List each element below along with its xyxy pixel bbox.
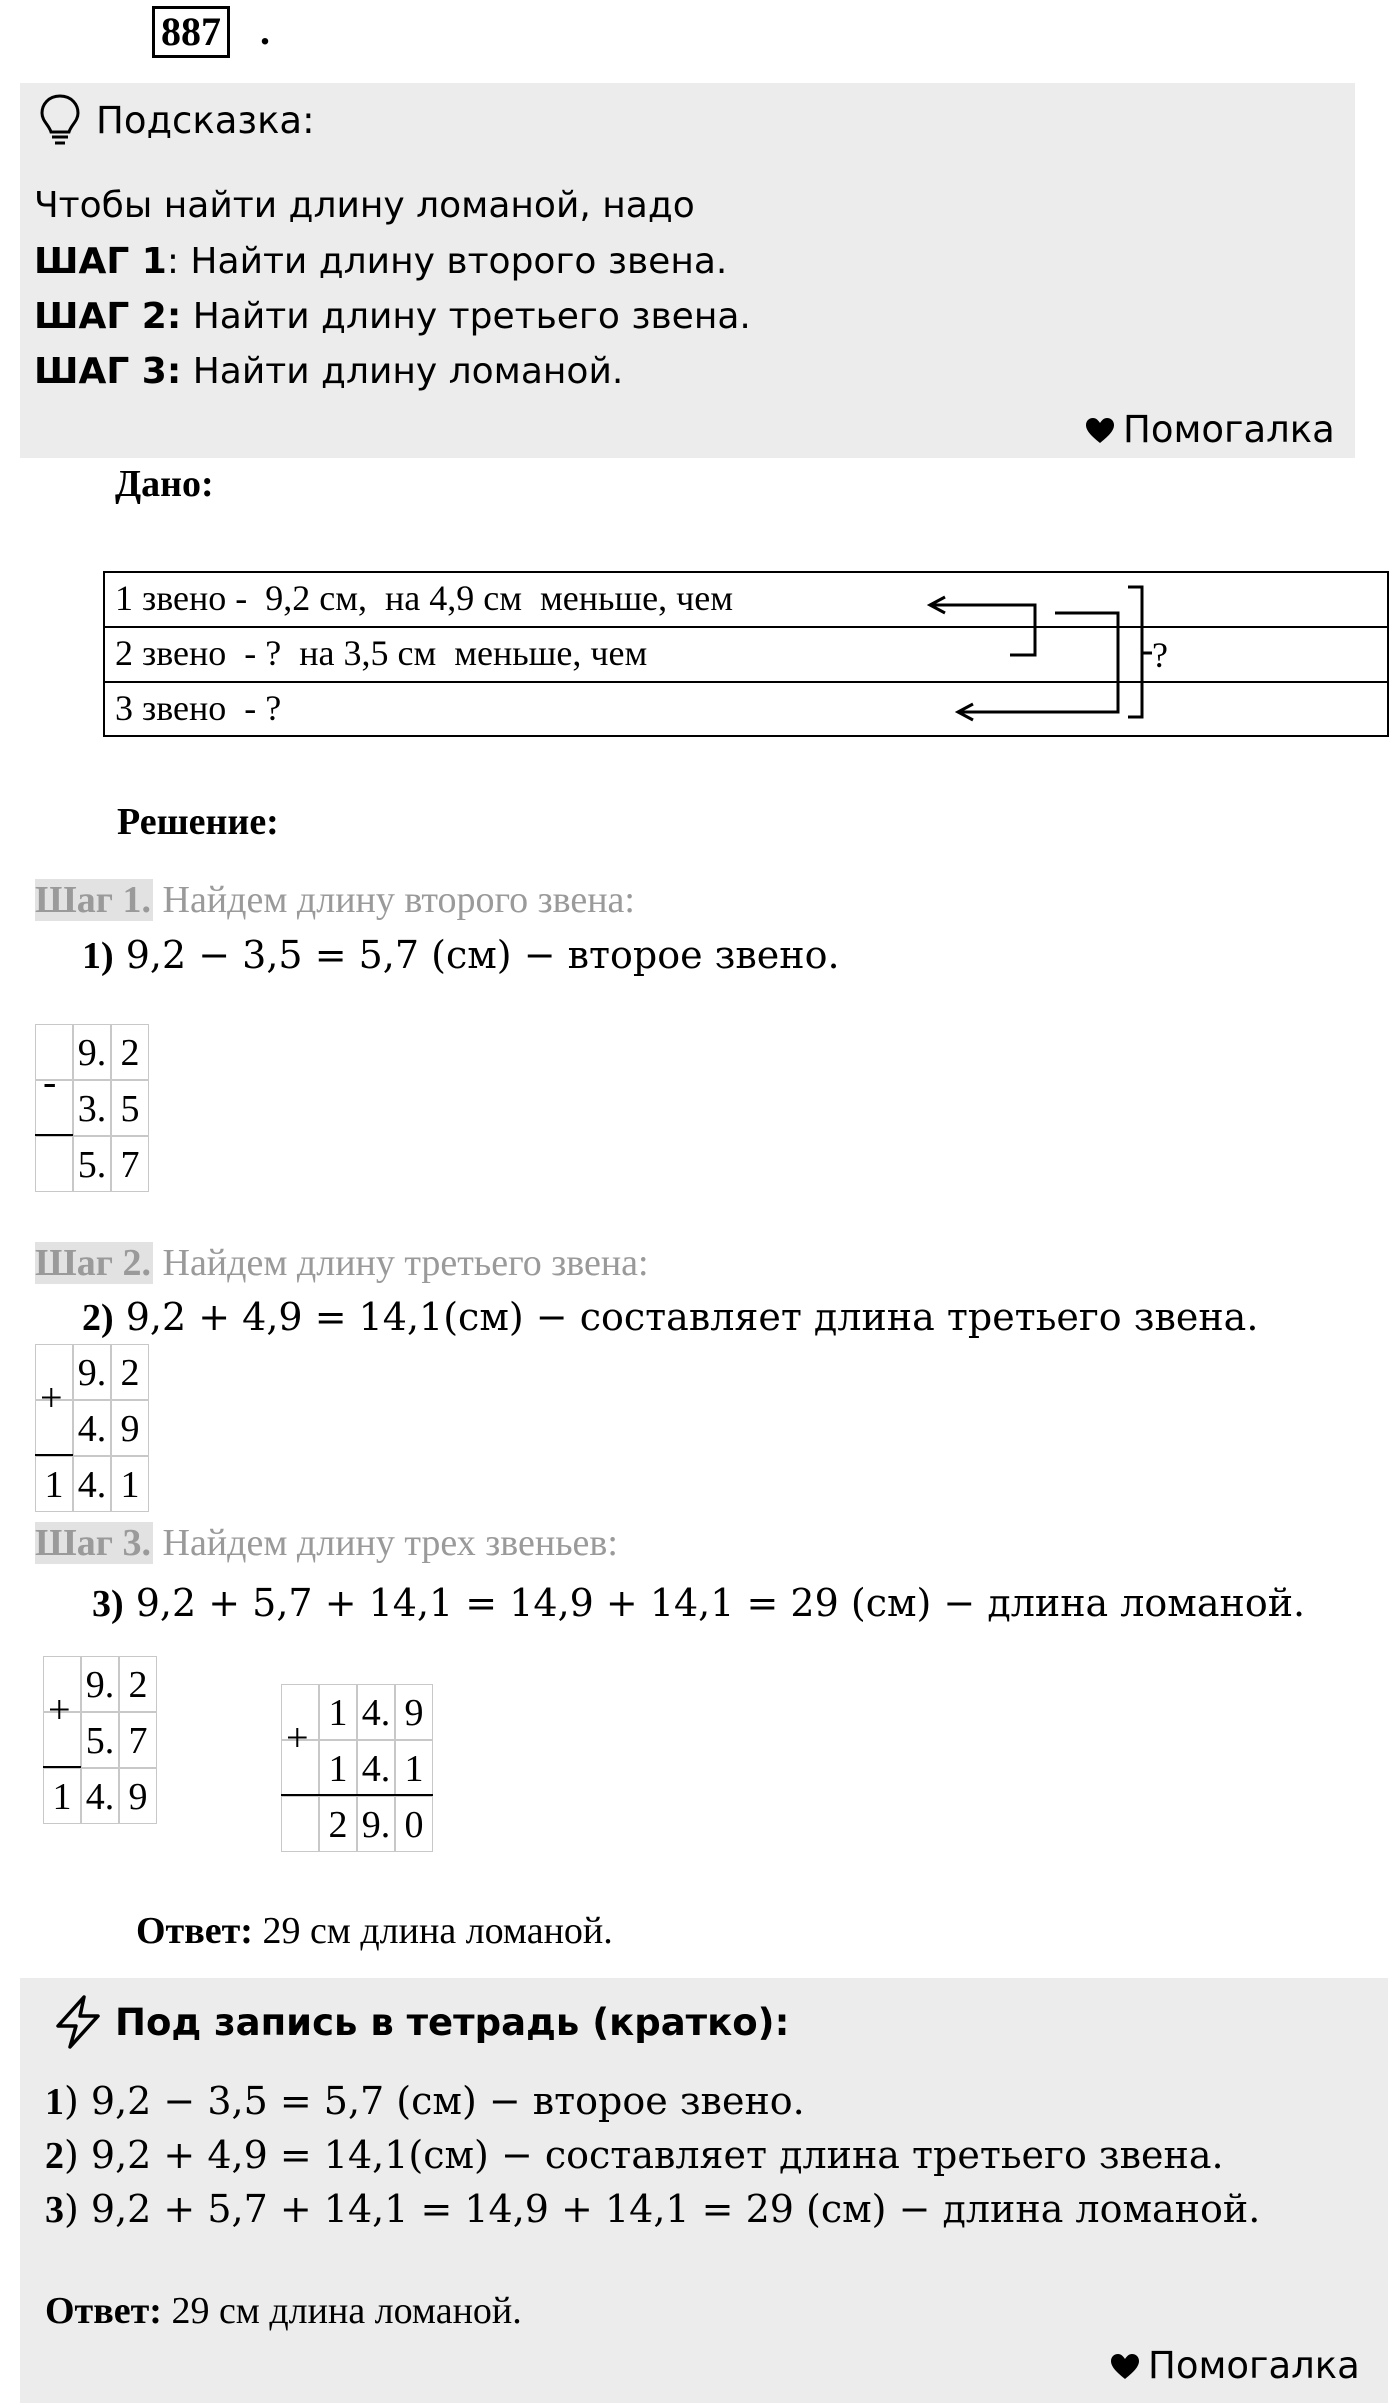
digit: 2: [111, 1344, 149, 1400]
digit: 4.: [81, 1768, 119, 1824]
summary-line-1: 1) 9,2 − 3,5 = 5,7 (см) − второе звено.: [45, 2079, 805, 2123]
step-2-equation: 2) 9,2 + 4,9 = 14,1(см) − составляет длина третьего звена.: [82, 1295, 1259, 1339]
digit: 9.: [81, 1656, 119, 1712]
hint-title: Подсказка:: [96, 99, 315, 142]
heart-icon: [1110, 2353, 1140, 2381]
step-2-label: Шаг 2. Найдем длину третьего звена:: [35, 1242, 649, 1284]
digit: 4.: [73, 1400, 111, 1456]
hint-intro: Чтобы найти длину ломаной, надо: [34, 185, 695, 226]
hint-step-1: ШАГ 1: Найти длину второго звена.: [34, 241, 728, 282]
task-number-dot: .: [260, 8, 270, 53]
digit: 9.: [73, 1344, 111, 1400]
digit: 1: [111, 1456, 149, 1512]
summary-brand: Помогалка: [1110, 2340, 1360, 2392]
summary-line-3: 3) 9,2 + 5,7 + 14,1 = 14,9 + 14,1 = 29 (см) − длина ломаной.: [45, 2187, 1261, 2231]
lightning-icon: [50, 1994, 106, 2050]
task-number: 887: [152, 6, 230, 58]
given-row-2: 2 звено - ? на 3,5 см меньше, чем: [115, 633, 648, 673]
digit: 0: [395, 1796, 433, 1852]
digit: 5.: [81, 1712, 119, 1768]
answer: Ответ: 29 см длина ломаной.: [136, 1910, 613, 1952]
digit: 4.: [357, 1740, 395, 1796]
summary-answer: Ответ: 29 см длина ломаной.: [45, 2290, 522, 2332]
digit: 9: [119, 1768, 157, 1824]
digit: 2: [119, 1656, 157, 1712]
heart-icon: [1085, 417, 1115, 445]
digit: 1: [319, 1740, 357, 1796]
digit: 3.: [73, 1080, 111, 1136]
given-row-3: 3 звено - ?: [115, 688, 282, 728]
plus-sign: +: [48, 1687, 71, 1732]
plus-sign: +: [40, 1375, 63, 1420]
digit: 2: [111, 1024, 149, 1080]
digit: 1: [395, 1740, 433, 1796]
summary-title: Под запись в тетрадь (кратко):: [115, 2001, 790, 2044]
step-3-equation: 3) 9,2 + 5,7 + 14,1 = 14,9 + 14,1 = 29 (см) − длина ломаной.: [92, 1581, 1306, 1625]
solution-title: Решение:: [117, 801, 279, 843]
digit: 1: [43, 1768, 81, 1824]
given-title: Дано:: [115, 463, 214, 505]
digit: 9.: [357, 1796, 395, 1852]
lightbulb-icon: [38, 92, 82, 148]
digit: 4.: [357, 1684, 395, 1740]
digit: 2: [319, 1796, 357, 1852]
hint-brand: Помогалка: [1085, 404, 1335, 456]
digit: 5.: [73, 1136, 111, 1192]
digit: 4.: [73, 1456, 111, 1512]
digit: 5: [111, 1080, 149, 1136]
hint-step-3: ШАГ 3: Найти длину ломаной.: [34, 351, 624, 392]
plus-sign: +: [286, 1715, 309, 1760]
step-1-label: Шаг 1. Найдем длину второго звена:: [35, 879, 635, 921]
hint-step-2: ШАГ 2: Найти длину третьего звена.: [34, 296, 751, 337]
digit: 9.: [73, 1024, 111, 1080]
step-1-equation: 1) 9,2 − 3,5 = 5,7 (см) − второе звено.: [82, 933, 840, 977]
given-row-1: 1 звено - 9,2 см, на 4,9 см меньше, чем: [115, 578, 734, 618]
summary-line-2: 2) 9,2 + 4,9 = 14,1(см) − составляет длина третьего звена.: [45, 2133, 1224, 2177]
digit: 9: [111, 1400, 149, 1456]
step-3-label: Шаг 3. Найдем длину трех звеньев:: [35, 1522, 618, 1564]
digit: 9: [395, 1684, 433, 1740]
digit: 7: [111, 1136, 149, 1192]
digit: 1: [35, 1456, 73, 1512]
digit: 1: [319, 1684, 357, 1740]
minus-sign: -: [43, 1059, 57, 1104]
given-question: ?: [1152, 635, 1168, 675]
digit: 7: [119, 1712, 157, 1768]
